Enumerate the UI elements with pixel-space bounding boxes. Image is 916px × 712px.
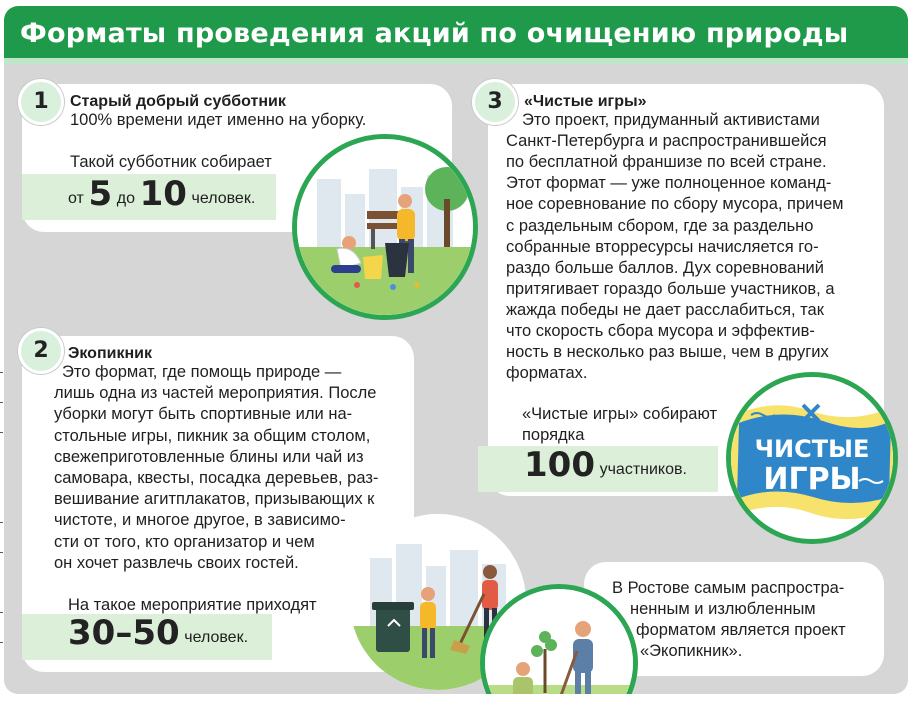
s3-body-line: ность в несколько раз выше, чем в других <box>506 343 829 362</box>
logo-text-line2: ИГРЫ <box>763 462 861 497</box>
section-number-2: 2 <box>18 328 64 374</box>
s1-to-value: 10 <box>139 174 187 214</box>
margin-tick <box>0 612 3 613</box>
s1-to-word: до <box>116 190 135 207</box>
subbotnik-illustration <box>292 134 478 320</box>
s1-line1: 100% времени идет именно на уборку. <box>70 111 367 129</box>
s1-unit: человек. <box>191 190 256 207</box>
s1-from-word: от <box>68 190 84 207</box>
s2-body-line: стольные игры, пикник за общим столом, <box>54 426 371 445</box>
s3-body-line: собранные вторресурсы начисляется го- <box>506 237 819 256</box>
logo-text-line1: ЧИСТЫЕ <box>754 435 870 463</box>
s3-count-value: 100 <box>524 445 595 485</box>
margin-tick <box>0 552 3 553</box>
margin-tick <box>0 432 3 433</box>
s2-body-line: чистоте, и многое другое, в зависимо- <box>54 511 346 530</box>
s3-body-line: Санкт-Петербурга и распространившейся <box>506 132 827 151</box>
s2-body-line: уборки могут быть спортивные или на- <box>54 405 353 424</box>
clean-games-logo <box>726 372 898 544</box>
s3-body-line: Этот формат — уже полноценное команд- <box>506 174 832 193</box>
s3-body-line: жажда победы не дает расслабиться, так <box>506 300 824 319</box>
s2-count <box>68 613 249 653</box>
s1-line2: Такой субботник собирает <box>70 153 272 171</box>
s2-attend-text: На такое мероприятие приходят <box>68 596 317 614</box>
s3-count <box>524 445 687 485</box>
margin-tick <box>0 372 3 373</box>
s2-body-line: лишь одна из частей мероприятия. После <box>54 384 377 403</box>
s2-body-line: он хочет развлечь своих гостей. <box>54 553 299 572</box>
s3-body-line: с раздельным сбором, где за раздельно <box>506 216 814 235</box>
s3-gather-line2: порядка <box>522 426 585 444</box>
s3-body-line: притягивает гораздо больше участников, а <box>506 279 835 298</box>
section-number-3: 3 <box>472 79 518 125</box>
rostov-body-line: «Экопикник». <box>640 642 743 660</box>
s2-body-line: Это формат, где помощь природе — <box>62 363 342 381</box>
margin-tick <box>0 642 3 643</box>
infographic-frame <box>4 6 908 694</box>
s3-body-line: форматах. <box>506 364 588 383</box>
rostov-body-line: В Ростове самым распростра- <box>612 579 845 597</box>
s3-gather-line1: «Чистые игры» собирают <box>522 405 718 423</box>
s3-body-line: Это проект, придуманный активистами <box>522 111 820 129</box>
s2-unit: человек. <box>184 629 249 646</box>
s3-body-line: по бесплатной франшизе по всей стране. <box>506 153 827 172</box>
s3-unit: участников. <box>599 461 687 478</box>
s2-body-line: свежеприготовленные блины или чай из <box>54 447 364 466</box>
rostov-body-line: ненным и излюбленным <box>630 600 816 618</box>
s1-count <box>68 174 256 214</box>
rostov-body-line: форматом является проект <box>636 621 846 639</box>
section-number-1: 1 <box>18 79 64 125</box>
title-bar <box>4 6 908 64</box>
s2-count-value: 30–50 <box>68 613 180 653</box>
s1-from-value: 5 <box>88 174 113 214</box>
s3-body-line: раздо больше баллов. Дух соревнований <box>506 258 824 277</box>
title-underline <box>4 58 908 64</box>
margin-tick <box>0 402 3 403</box>
s2-heading: Экопикник <box>68 345 152 362</box>
s2-body-line: вешивание агитплакатов, призывающих к <box>54 490 375 509</box>
page-title: Форматы проведения акций по очищению природы <box>20 18 849 49</box>
s2-body-line: сти от того, кто организатор и чем <box>54 532 315 551</box>
s1-heading: Старый добрый субботник <box>70 93 286 110</box>
s2-body-line: самовара, квесты, посадка деревьев, раз- <box>54 469 379 487</box>
s3-body-line: ное соревнование по сбору мусора, причем <box>506 195 844 214</box>
margin-tick <box>0 522 3 523</box>
s3-heading: «Чистые игры» <box>524 93 647 110</box>
s3-body-line: что скорость сбора мусора и эффектив- <box>506 322 815 340</box>
